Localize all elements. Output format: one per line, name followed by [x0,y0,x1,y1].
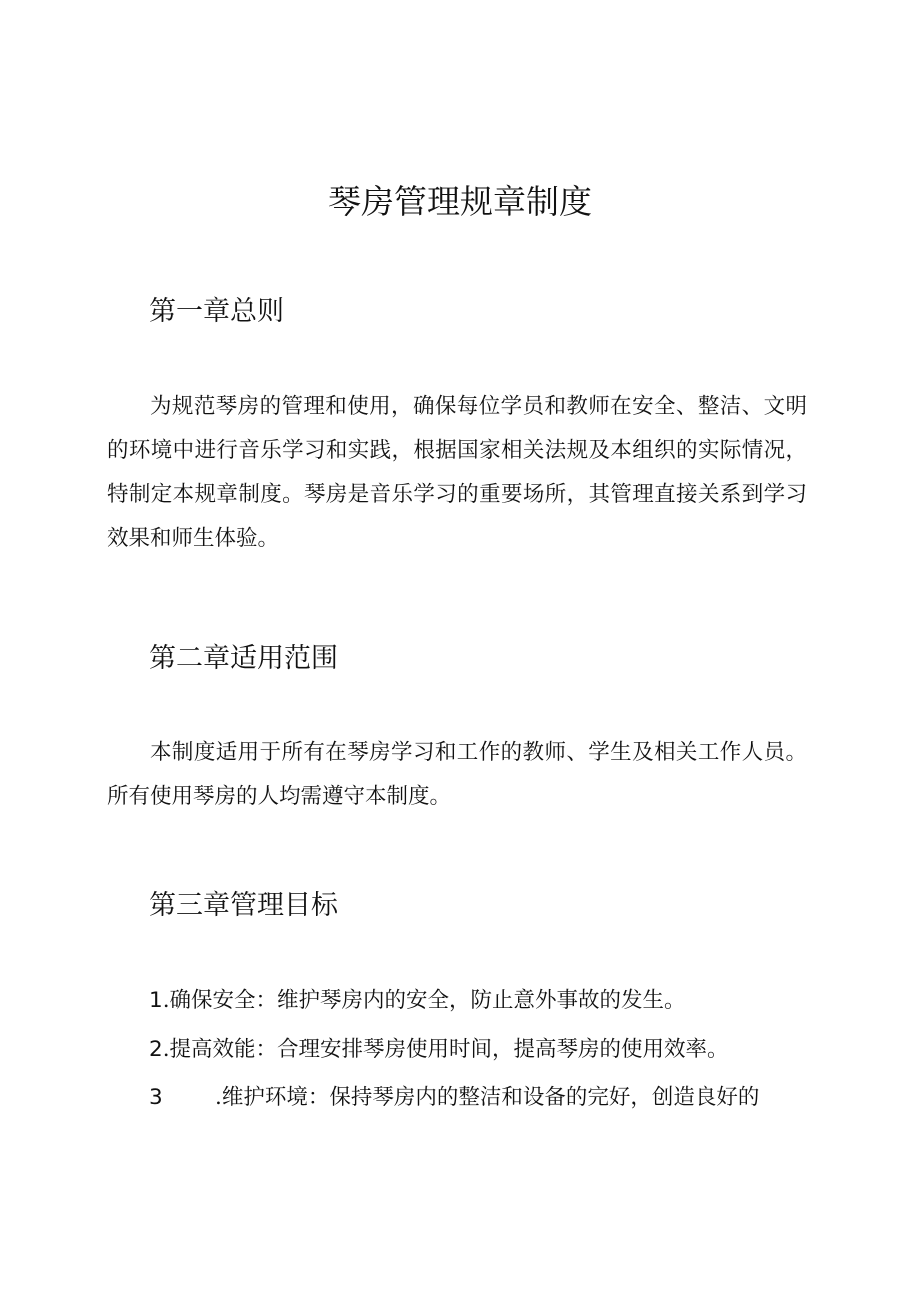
list-item-number: 1 [149,988,163,1013]
list-item [149,1078,809,1118]
chapter-3-heading: 第三章管理目标 [149,890,338,921]
list-item-text: .提高效能：合理安排琴房使用时间，提高琴房的使用效率。 [162,1037,729,1062]
list-item-number: 3 [149,1085,163,1110]
list-item [149,1030,809,1070]
list-item [149,981,809,1021]
chapter-1-paragraph: 为规范琴房的管理和使用，确保每位学员和教师在安全、整洁、文明的环境中进行音乐学习和实践，根据国家相关法规及本组织的实际情况，特制定本规章制度。琴房是音乐学习的重要场所，其管理直接关系到学习效果和师生体验。 [107,394,807,551]
chapter-2-paragraph: 本制度适用于所有在琴房学习和工作的教师、学生及相关工作人员。所有使用琴房的人均需遵守本制度。 [107,740,807,809]
chapter-2-heading: 第二章适用范围 [149,643,338,674]
list-item-number: 2 [149,1037,163,1062]
list-item-text: .维护环境：保持琴房内的整洁和设备的完好，创造良好的 [215,1085,760,1110]
list-item-text: .确保安全：维护琴房内的安全，防止意外事故的发生。 [162,988,686,1013]
chapter-1-heading: 第一章总则 [149,296,284,327]
document-title: 琴房管理规章制度 [328,182,592,221]
